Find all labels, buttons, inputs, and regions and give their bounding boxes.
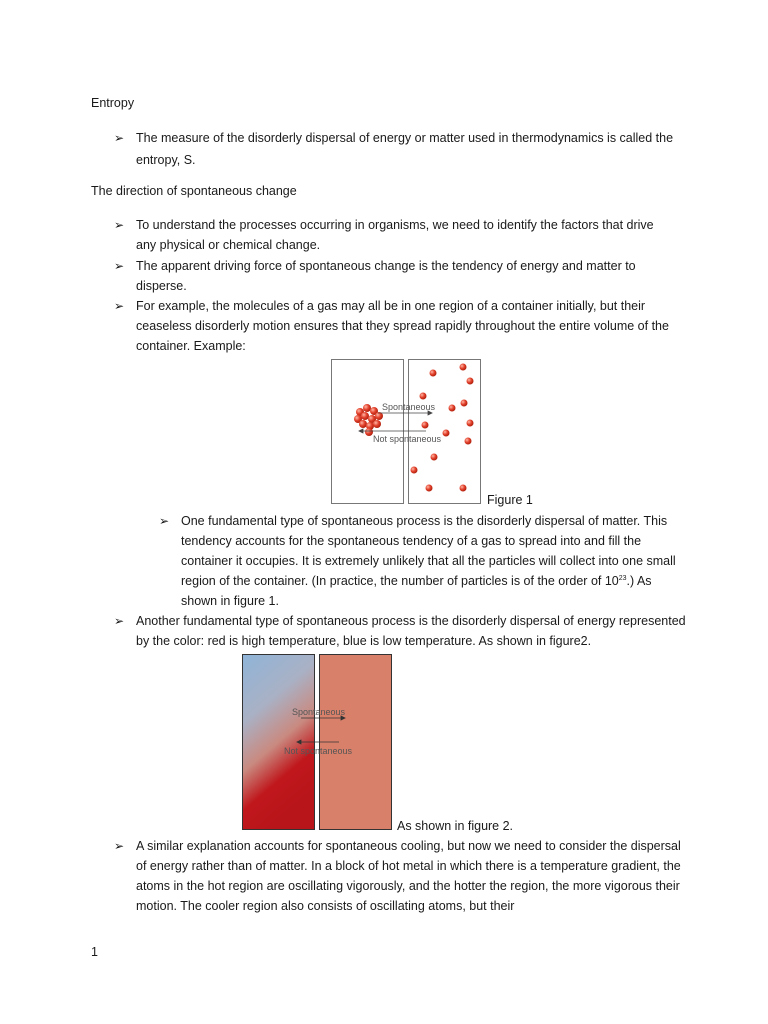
bullet-text: The measure of the disorderly dispersal of energy or matter used in thermodynamics is called the entropy, S. (136, 131, 674, 167)
bullet-text (181, 511, 679, 611)
page-title: Entropy (91, 96, 135, 110)
spontaneous-label: Spontaneous (292, 707, 346, 717)
arrow-bullet-icon: ➢ (114, 299, 125, 313)
figure-1-caption: Figure 1 (487, 493, 533, 507)
exponent-base: 10 (604, 574, 619, 588)
section-heading: The direction of spontaneous change (91, 184, 297, 198)
arrow-bullet-icon: ➢ (114, 839, 125, 853)
exponent: 23 (618, 574, 627, 582)
arrow-bullet-icon: ➢ (114, 259, 125, 273)
bullet-text: The apparent driving force of spontaneous change is the tendency of energy and matter to disperse. (136, 259, 636, 293)
arrow-bullet-icon: ➢ (114, 614, 125, 628)
bullet-text: A similar explanation accounts for spontaneous cooling, but now we need to consider the dispersal of energy rather than of matter. In a block of hot metal in which there is a temperature gradient, the atoms in the hot region are oscillating vigorously, and the hotter the region, the more vigorous their motion. The cooler region also consists of oscillating atoms, but their (136, 839, 681, 913)
figure-2-caption: As shown in figure 2. (397, 819, 514, 833)
spontaneous-label: Spontaneous (382, 402, 436, 412)
arrow-bullet-icon: ➢ (159, 514, 170, 528)
bullet-text: For example, the molecules of a gas may all be in one region of a container initially, but their ceaseless disorderly motion ensures that they spread rapidly throughout the entire volume of the container. Example: (136, 299, 669, 353)
list-item (114, 296, 684, 356)
bullet-text: To understand the processes occurring in organisms, we need to identify the factors that drive any physical or chemical change. (136, 218, 654, 252)
page-number: 1 (91, 945, 98, 959)
text-before-exponent: One fundamental type of spontaneous process is the disorderly dispersal of matter. This tendency accounts for the spontaneous tendency of a gas to spread into and fill the container it occupies. It is extremely unlikely that all the particles will collect into one small region of the container. (In practice, the number of particles is of the order of (181, 514, 676, 588)
list-item (114, 611, 689, 651)
list-item (114, 215, 674, 255)
arrow-bullet-icon: ➢ (114, 218, 125, 232)
list-item (114, 127, 674, 171)
text-after-exponent: .) As shown in figure 1. (181, 574, 652, 608)
list-item (159, 511, 679, 611)
list-item (114, 836, 684, 916)
arrow-bullet-icon: ➢ (114, 131, 125, 145)
list-item (114, 256, 674, 296)
not-spontaneous-label: Not spontaneous (373, 434, 442, 444)
figure-2-temperature-diagram (241, 653, 394, 831)
bullet-text: Another fundamental type of spontaneous process is the disorderly dispersal of energy represented by the color: red is high temperature, blue is low temperature. As shown in figure2. (136, 614, 686, 648)
not-spontaneous-label: Not spontaneous (284, 746, 353, 756)
figure-1-gas-diagram (330, 358, 482, 505)
